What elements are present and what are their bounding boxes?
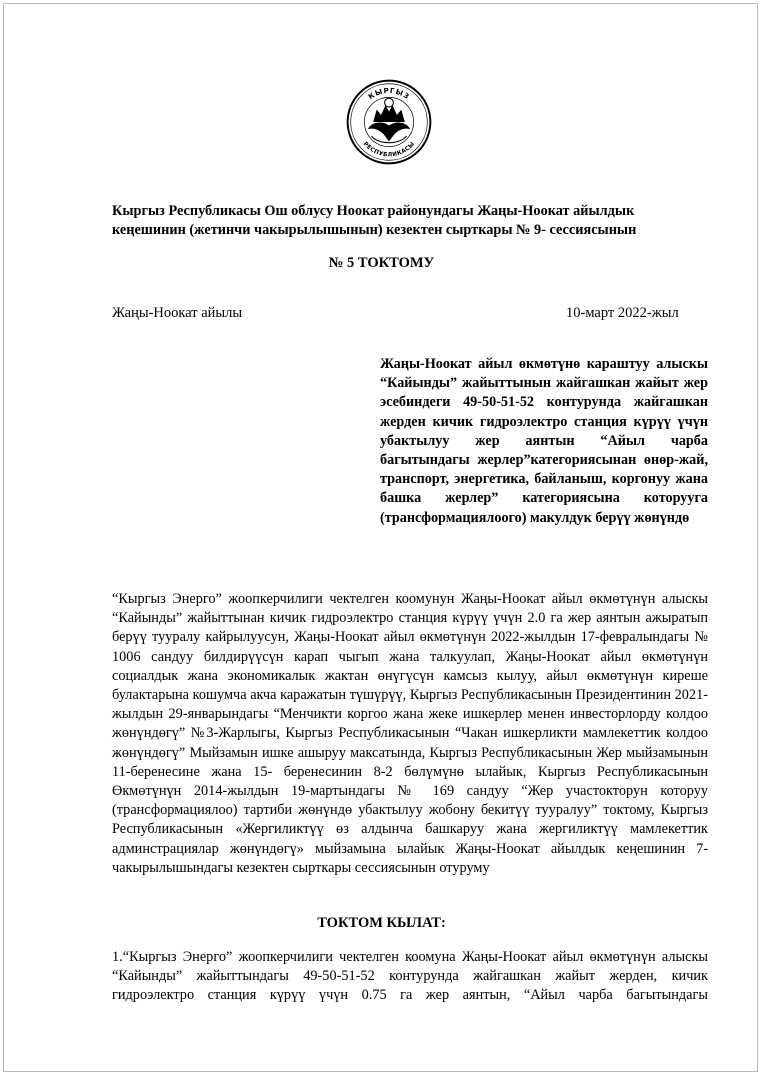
decree-number: № 5 ТОКТОМУ: [328, 255, 435, 271]
header-line-2: кеңешинин (жетинчи чакырылышынын) кезектен сырткары № 9- сессиясынын: [112, 222, 637, 238]
place-label: Жаңы-Ноокат айылы: [112, 305, 243, 321]
svg-text:КЫРГЫЗ: КЫРГЫЗ: [366, 85, 412, 102]
decree-subject: Жаңы-Ноокат айыл өкмөтүнө караштуу алыскы “Кайынды” жайыттынын жайгашкан жайыт жер эсебиндеги 49-50-51-52 контурунда жайгашкан жерден кичик гидроэлектро станция күрүү үчүн убактылуу жер аянтын “Айыл чарба багытындагы жерлер”категориясынан өнөр-жай, транспорт, энергетика, байланыш, коргонуу жана башка жерлер” категориясына которууга (трансформациялоого) макулдук берүү жөнүндө: [380, 356, 708, 526]
date-label: 10-март 2022-жыл: [566, 305, 679, 321]
preamble-paragraph: “Кыргыз Энерго” жоопкерчилиги чектелген коомунун Жаңы-Ноокат айыл өкмөтүнүн алыскы “Кайынды” жайыттынан кичик гидроэлектро станция күрүү үчүн 2.0 га жер аянтын ажыратып берүү тууралу кайрылуусун, Жаңы-Ноокат айыл өкмөтүнүн 2022-жылдын 17-февралындагы № 1006 сандуу билдирүүсүн карап чыгып жана талкуулап, Жаңы-Ноокат айыл өкмөтүнүн социалдык жана экономикалык жактан өнүгүсүн камсыз кылуу, айыл өкмөтүнүн киреше булактарына кошумча акча каражатын түшүрүү, Кыргыз Республикасынын Президентинин 2021-жылдын 29-январындагы “Менчикти коргоо жана жеке ишкерлер менен инвесторлорду колдоо жөнүндөгү” №3-Жарлыгы, Кыргыз Республикасынын “Чакан ишкерликти мамлекеттик колдоо жөнүндөгү” Мыйзамын ишке ашыруу максатында, Кыргыз Республикасынын Жер мыйзамынын 11-беренесине жана 15- беренесинин 8-2 бөлүмүнө ылайык, Кыргыз Республикасынын Өкмөтүнүн 2014-жылдын 19-мартындагы № 169 сандуу “Жер участокторун которуу (трансформациялоо) тартиби жөнүндө убактылуу жобону бекитүү тууралуу” токтому, Кыргыз Республикасынын «Жергиликтүү өз алдынча башкаруу жана жергиликтүү мамлекеттик админстрациялар жөнүндөгү» мыйзамына ылайык Жаңы-Ноокат айылдык кеңешинин 7-чакырылышындагы кезектен сырткары сессиясынын отуруму: [112, 591, 708, 876]
resolve-heading: ТОКТОМ КЫЛАТ:: [317, 915, 446, 931]
clause-1: 1.“Кыргыз Энерго” жоопкерчилиги чектелген коомуна Жаңы-Ноокат айыл өкмөтүнүн алыскы “Кайынды” жайыттындагы 49-50-51-52 контурунда жайгашкан жайыт жерден, кичик гидроэлектро станция күрүү үчүн 0.75 га жер аянтын, “Айыл чарба багытындагы: [112, 949, 708, 1004]
header-line-1: Кыргыз Республикасы Ош облусу Ноокат районундагы Жаңы-Ноокат айылдык: [112, 203, 635, 219]
kyrgyz-state-emblem: [345, 78, 433, 166]
svg-text:РЕСПУБЛИКАСЫ: РЕСПУБЛИКАСЫ: [361, 141, 417, 159]
